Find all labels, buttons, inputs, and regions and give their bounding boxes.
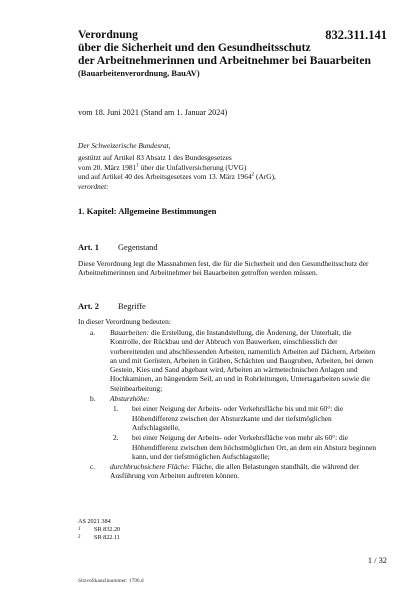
preamble xyxy=(78,141,378,191)
item-term: Bauarbeiten: xyxy=(110,328,149,337)
footnote-ref[interactable]: 2 xyxy=(251,172,255,178)
sub-item xyxy=(110,404,380,432)
article-1-text: Diese Verordnung legt die Massnahmen fest, die für die Sicherheit und den Gesundheitsschutz der Arbeitnehmerinnen und Arbeitnehmer bei Bauarbeiten getroffen werden müssen. xyxy=(78,259,369,278)
list-item xyxy=(78,394,380,461)
footnote xyxy=(78,526,120,534)
item-label: b. xyxy=(90,394,96,404)
preamble-text: (ArG), xyxy=(254,172,276,182)
sr-number: 832.311.141 xyxy=(325,28,387,42)
sub-item-label: 1. xyxy=(113,404,119,414)
item-body xyxy=(110,328,380,393)
title-line: über die Sicherheit und den Gesundheitsschutz xyxy=(78,41,311,54)
item-label: a. xyxy=(90,328,96,337)
footnote-number: 1 xyxy=(78,527,81,532)
item-term: durchbruchsichere Fläche: xyxy=(110,462,191,472)
chapter-heading: 1. Kapitel: Allgemeine Bestimmungen xyxy=(78,206,217,216)
article-title: Begriffe xyxy=(118,302,146,311)
short-title: (Bauarbeitenverordnung, BauAV) xyxy=(78,69,200,78)
item-body xyxy=(110,394,380,461)
preamble-authority: Der Schweizerische Bundesrat, xyxy=(78,141,171,150)
preamble-text: und auf Artikel 40 des Arbeitsgesetzes vom 13. März 1964 xyxy=(78,172,252,182)
sub-item-text: bei einer Neigung der Arbeits- oder Verkehrsfläche bis und mit 60°: die Höhendifferenz zwischen der Absturzkante und der tiefstmöglichen Aufschlagstelle, xyxy=(132,404,344,432)
item-text: die Erstellung, die Instandstellung, die Änderung, der Unterhalt, die Kontrolle, der Rückbau und der Abbruch von Bauwerken, einschliesslich der vorbereitenden und abschliessenden Arbeiten, namentlich Arbeiten auf Dächern, Arbeiten an und mit Gerüsten, Arbeiten in Gräben, Schächten und Baugruben, Arbeiten, bei denen Gestein, Kies und Sand abgebaut wird, Arbeiten an wärmetechnischen Anlagen und Hochkaminen, an hängendem Seil, an und in Rohrleitungen, Untertagarbeiten sowie die Steinbearbeitung; xyxy=(110,328,376,393)
as-reference: AS 2021 384 xyxy=(78,518,111,525)
footnote-link[interactable]: SR 822.11 xyxy=(94,534,120,541)
article-title: Gegenstand xyxy=(118,243,158,252)
sub-item-label: 2. xyxy=(113,433,119,443)
title-line: der Arbeitnehmerinnen und Arbeitnehmer bei Bauarbeiten xyxy=(78,54,371,67)
article-1-heading xyxy=(78,243,158,252)
preamble-basis: gestützt auf Artikel 83 Absatz 1 des Bundesgesetzes xyxy=(78,153,232,163)
document-title xyxy=(78,28,378,79)
article-number: Art. 1 xyxy=(78,243,99,252)
footnote-ref[interactable]: 1 xyxy=(136,163,139,169)
preamble-text: vom 20. März 1981 xyxy=(78,162,137,172)
sub-item xyxy=(110,433,380,461)
preamble-text: über die Unfallversicherung (UVG) xyxy=(138,162,247,172)
footnote-link[interactable]: SR 832.20 xyxy=(94,526,121,533)
page-number: 1 / 32 xyxy=(367,556,387,565)
article-2-heading xyxy=(78,302,146,311)
footnotes xyxy=(78,518,120,542)
title-line: Verordnung xyxy=(78,28,138,41)
document-identifier: Sitzvollkanzlinummer: 1796.d xyxy=(78,578,144,584)
list-item xyxy=(78,462,380,481)
footnote xyxy=(78,534,120,542)
date-line: vom 18. Juni 2021 (Stand am 1. Januar 2024) xyxy=(78,108,228,117)
preamble-basis xyxy=(78,163,378,172)
sub-item-text: bei einer Neigung der Arbeits- oder Verkehrsfläche von mehr als 60°: die Höhendifferenz zwischen dem höchstmöglichen Ort, an dem ein Absturz beginnen kann, und der tiefstmöglichen Aufschlagstelle; xyxy=(132,433,377,461)
definition-list xyxy=(78,328,380,482)
item-term: Absturzhöhe: xyxy=(110,394,150,404)
item-body xyxy=(110,462,380,481)
preamble-verb: verordnet: xyxy=(78,181,109,191)
preamble-basis xyxy=(78,172,378,181)
footnote-number: 2 xyxy=(78,535,81,540)
list-item xyxy=(78,328,380,393)
article-number: Art. 2 xyxy=(78,302,99,311)
item-text: Fläche, die allen Belastungen standhält, die während der Ausführung von Arbeiten auftreten können. xyxy=(110,462,359,481)
item-label: c. xyxy=(90,462,96,472)
article-2-intro: In dieser Verordnung bedeuten: xyxy=(78,317,171,326)
